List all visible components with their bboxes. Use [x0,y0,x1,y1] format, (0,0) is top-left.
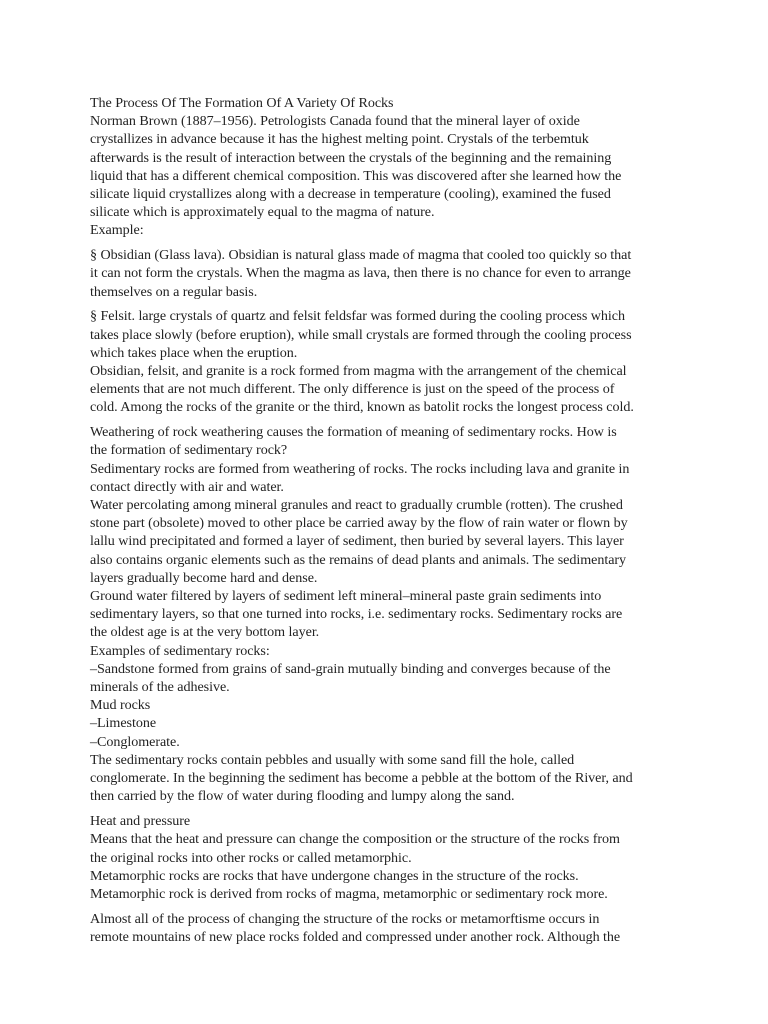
paragraph-mud-rocks [90,696,680,714]
text-line: Example: [90,222,144,239]
text-line: –Sandstone formed from grains of sand-grain mutually binding and converges because of the [90,660,611,677]
document-title: The Process Of The Formation Of A Variety Of Rocks [90,95,394,111]
text-line: elements that are not much different. The only difference is just on the speed of the process of [90,381,615,398]
paragraph-heat-pressure-heading [90,812,680,830]
paragraph-felsit [90,307,680,362]
text-line: Ground water filtered by layers of sediment left mineral–mineral paste grain sediments into [90,588,602,605]
paragraph-heat-pressure-means [90,830,680,866]
text-line: cold. Among the rocks of the granite or the third, known as batolit rocks the longest process cold. [90,399,634,416]
paragraph-intro [90,112,680,221]
paragraph-ground-water [90,587,680,642]
text-line: silicate which is approximately equal to the magma of nature. [90,204,435,221]
text-line: Heat and pressure [90,813,191,830]
text-line: then carried by the flow of water during flooding and lumpy along the sand. [90,788,515,805]
text-line: Almost all of the process of changing the structure of the rocks or metamorftisme occurs in [90,910,600,927]
text-line: § Felsit. large crystals of quartz and felsit feldsfar was formed during the cooling process which [90,308,625,325]
text-line: contact directly with air and water. [90,478,284,495]
text-line: silicate liquid crystallizes along with a decrease in temperature (cooling), examined the fused [90,186,611,203]
paragraph-water-percolating [90,496,680,587]
text-line: takes place slowly (before eruption), while small crystals are formed through the cooling process [90,326,632,343]
paragraph-examples-label [90,642,680,660]
paragraph-spacer [90,240,680,247]
text-line: conglomerate. In the beginning the sediment has become a pebble at the bottom of the River, and [90,770,633,787]
text-line: remote mountains of new place rocks folded and compressed under another rock. Although the [90,928,621,945]
text-line: the formation of sedimentary rock? [90,442,288,459]
text-line: the original rocks into other rocks or called metamorphic. [90,849,412,866]
paragraph-spacer [90,903,680,910]
paragraph-conglomerate [90,733,680,751]
paragraph-pebbles [90,751,680,806]
text-line: also contains organic elements such as the remains of dead plants and animals. The sedimentary [90,551,627,568]
text-line: Means that the heat and pressure can change the composition or the structure of the rocks from [90,831,620,848]
paragraph-sandstone [90,660,680,696]
document-body [90,112,680,946]
text-line: sedimentary layers, so that one turned into rocks, i.e. sedimentary rocks. Sedimentary rocks are [90,606,623,623]
text-line: Weathering of rock weathering causes the formation of meaning of sedimentary rocks. How is [90,424,617,441]
text-line: –Conglomerate. [90,733,180,750]
text-line: themselves on a regular basis. [90,283,258,300]
text-line: liquid that has a different chemical composition. This was discovered after she learned how the [90,167,622,184]
text-line: the oldest age is at the very bottom layer. [90,624,320,641]
text-line: § Obsidian (Glass lava). Obsidian is natural glass made of magma that cooled too quickly so that [90,247,632,264]
text-line: it can not form the crystals. When the magma as lava, then there is no chance for even to arrange [90,265,631,282]
text-line: afterwards is the result of interaction between the crystals of the beginning and the remaining [90,149,612,166]
text-line: Sedimentary rocks are formed from weathering of rocks. The rocks including lava and granite in [90,460,630,477]
text-line: Water percolating among mineral granules and react to gradually crumble (rotten). The crushed [90,497,623,514]
paragraph-spacer [90,806,680,813]
text-line: lallu wind precipitated and formed a layer of sediment, then buried by several layers. This layer [90,533,624,550]
paragraph-spacer [90,301,680,308]
paragraph-spacer [90,417,680,424]
paragraph-sedimentary-formed [90,460,680,496]
text-line: layers gradually become hard and dense. [90,569,318,586]
text-line: which takes place when the eruption. [90,344,298,361]
text-line: stone part (obsolete) moved to other place be carried away by the flow of rain water or flown by [90,515,628,532]
text-line: Mud rocks [90,697,151,714]
paragraph-weathering [90,423,680,459]
document-page [90,94,680,946]
paragraph-example-label [90,221,680,239]
paragraph-granite [90,362,680,417]
paragraph-obsidian [90,246,680,301]
paragraph-almost-all [90,910,680,946]
text-line: Obsidian, felsit, and granite is a rock formed from magma with the arrangement of the chemical [90,363,627,380]
text-line: minerals of the adhesive. [90,679,230,696]
text-line: Norman Brown (1887–1956). Petrologists Canada found that the mineral layer of oxide [90,113,580,130]
text-line: Examples of sedimentary rocks: [90,642,270,659]
text-line: –Limestone [90,715,157,732]
text-line: The sedimentary rocks contain pebbles and usually with some sand fill the hole, called [90,751,575,768]
paragraph-limestone [90,714,680,732]
paragraph-metamorphic-definition [90,867,680,903]
text-line: crystallizes in advance because it has the highest melting point. Crystals of the terbemtuk [90,131,589,148]
text-line: Metamorphic rock is derived from rocks of magma, metamorphic or sedimentary rock more. [90,885,608,902]
text-line: Metamorphic rocks are rocks that have undergone changes in the structure of the rocks. [90,867,579,884]
